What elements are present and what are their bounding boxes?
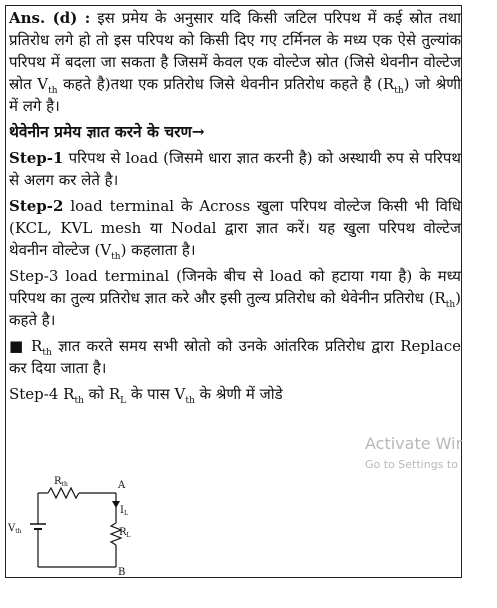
- step-2-label: Step-2: [9, 197, 64, 215]
- step-1-label: Step-1: [9, 149, 64, 167]
- step-3-text-1: load terminal (जिनके बीच से load को हटाया गया है) के मध्य परिपथ का तुल्य प्रतिरोध ज्ञात करे और इसी तुल्य प्रतिरोध को थेवेनीन प्रतिरोध (R: [9, 267, 461, 307]
- answer-content: [9, 7, 461, 409]
- step-4: [9, 383, 461, 405]
- current-arrow-icon: [112, 501, 120, 508]
- step-3-text-2: ) कहते है।: [9, 289, 461, 329]
- step-4-label: Step-4: [9, 385, 59, 403]
- note: [9, 335, 461, 379]
- step-4-text-2: को R: [83, 385, 121, 403]
- step-2-text-2: ) कहलाता है।: [120, 241, 196, 259]
- note-text-1: R: [24, 337, 43, 355]
- label-il: $I_L$: [120, 505, 128, 517]
- answer-label: Ans. (d) :: [9, 9, 91, 27]
- step-3-label: Step-3: [9, 267, 59, 285]
- activation-watermark-subtitle: Go to Settings to: [365, 458, 458, 471]
- label-rl: $R_L$: [119, 527, 131, 539]
- step-4-sub-3: th: [185, 396, 195, 406]
- label-node-a: A: [118, 480, 126, 491]
- step-3: [9, 265, 461, 331]
- step-4-text-1: R: [58, 385, 75, 403]
- answer-paragraph: [9, 7, 461, 117]
- answer-sub-2: th: [394, 86, 404, 96]
- answer-text-1: इस प्रमेय के अनुसार यदि किसी जटिल परिपथ में कई स्रोत तथा प्रतिरोध लगे हो तो इस परिपथ को किसी दिए गए टर्मिनल के मध्य एक ऐसे तुल्यांक परिपथ में बदला जा सकता है जिसमें केवल एक वोल्टेज स्रोत (जिसे थेवनीन वोल्टेज स्रोत V: [9, 9, 462, 93]
- label-vth: $V_{th}$: [8, 523, 22, 535]
- resistor-rth: [48, 488, 79, 498]
- step-2-text-1: load terminal के Across खुला परिपथ वोल्टेज किसी भी विधि (KCL, KVL mesh या Nodal द्वारा ज्ञात करें। यह खुला परिपथ वोल्टेज थेवनीन वोल्टेज (V: [9, 197, 461, 259]
- label-node-b: B: [118, 567, 126, 578]
- answer-sub-1: th: [48, 86, 58, 96]
- step-4-sub-2: L: [120, 396, 127, 406]
- step-2: [9, 195, 461, 261]
- step-1-text: परिपथ से load (जिसमे धारा ज्ञात करनी है) को अस्थायी रुप से परिपथ से अलग कर लेते है।: [9, 149, 461, 189]
- thevenin-equivalent-circuit: [6, 471, 131, 578]
- answer-text-3: ) जो श्रेणी में लगे है।: [9, 75, 461, 115]
- step-4-text-3: के पास V: [126, 385, 186, 403]
- step-3-sub: th: [445, 300, 456, 310]
- note-bullet: ■: [9, 337, 25, 355]
- label-rth: $R_{th}$: [54, 476, 68, 488]
- step-2-sub: th: [111, 252, 121, 262]
- steps-heading: थेवेनीन प्रमेय ज्ञात करने के चरण→: [9, 122, 205, 141]
- step-4-sub-1: th: [74, 396, 84, 406]
- answer-text-2: कहते है)तथा एक प्रतिरोध जिसे थेवनीन प्रतिरोध कहते है (R: [57, 75, 395, 93]
- activation-watermark-title: Activate Wir: [365, 434, 463, 453]
- step-4-text-4: के श्रेणी में जोडे: [194, 385, 283, 403]
- note-text-2: ज्ञात करते समय सभी स्रोतो को उनके आंतरिक प्रतिरोध द्वारा Replace कर दिया जाता है।: [9, 337, 461, 377]
- note-sub: th: [42, 348, 52, 358]
- step-1: [9, 147, 461, 191]
